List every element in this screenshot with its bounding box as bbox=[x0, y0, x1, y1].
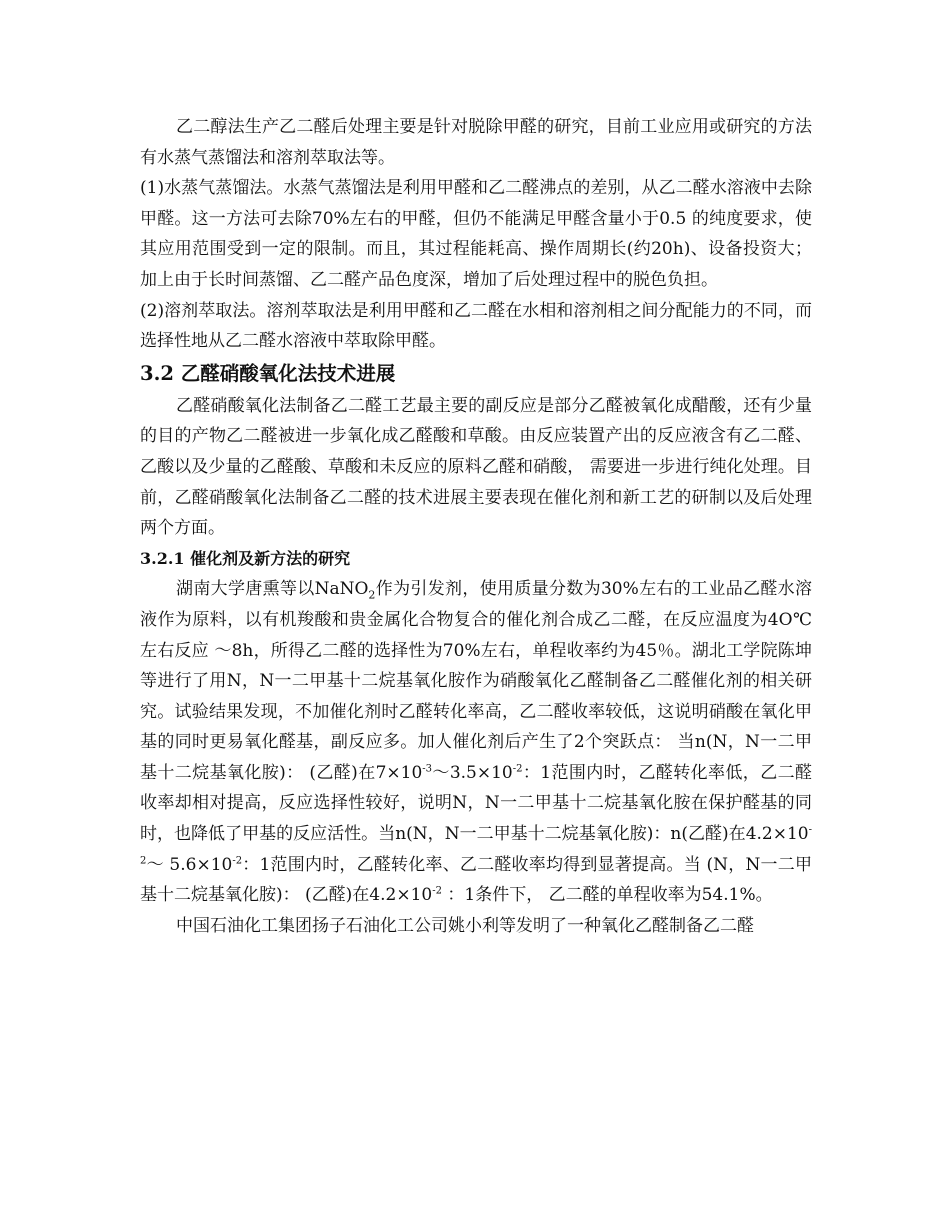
superscript: -2 bbox=[432, 885, 442, 897]
section-heading-3-2-1: 3.2.1 催化剂及新方法的研究 bbox=[140, 548, 351, 568]
paragraph-catalyst-research bbox=[140, 574, 812, 911]
subscript: 2 bbox=[368, 588, 376, 602]
section-heading-3-2: 3.2 乙醛硝酸氧化法技术进展 bbox=[140, 361, 396, 385]
superscript: -2 bbox=[140, 824, 812, 866]
paragraph-yangzi-invention: 中国石油化工集团扬子石油化工公司姚小利等发明了一种氧化乙醛制备乙二醛 bbox=[176, 915, 754, 936]
paragraph-steam-distillation: (1)水蒸气蒸馏法。水蒸气蒸馏法是利用甲醛和乙二醛沸点的差别，从乙二醛水溶液中去除甲醛。这一方法可去除70%左右的甲醛，但仍不能满足甲醛含量小于0.5 的纯度要求，使其应用范围受到一定的限制。而且，其过程能耗高、操作周期长(约20h)、设备投资大；加上由于长时间蒸馏、乙二醛产品色度深，增加了后处理过程中的脱色负担。 bbox=[140, 178, 812, 290]
text-run: ～3.5×10 bbox=[432, 762, 513, 783]
paragraph-nitric-oxidation: 乙醛硝酸氧化法制备乙二醛工艺最主要的副反应是部分乙醛被氧化成醋酸，还有少量的目的产物乙二醛被进一步氧化成乙醛酸和草酸。由反应装置产出的反应液含有乙二醛、乙酸以及少量的乙醛酸、草酸和未反应的原料乙醛和硝酸， 需要进一步进行纯化处理。目前，乙醛硝酸氧化法制备乙二醛的技术进展主要表现在催化剂和新工艺的研制以及后处理两个方面。 bbox=[140, 395, 812, 539]
document-page bbox=[140, 112, 812, 941]
superscript: -2 bbox=[232, 855, 243, 866]
text-run: 湖南大学唐熏等以NaNO bbox=[176, 579, 369, 600]
paragraph-solvent-extraction: (2)溶剂萃取法。溶剂萃取法是利用甲醛和乙二醛在水相和溶剂相之间分配能力的不同，而选择性地从乙二醛水溶液中萃取除甲醛。 bbox=[140, 300, 812, 352]
text-run: ：1范围内时，乙醛转化率低，乙二醛收率却相对提高，反应选择性较好，说明N，N一二甲基十二烷基氧化胺在保护醛基的同时，也降低了甲基的反应活性。当n(N，N一二甲基十二烷基氧化胺)：n(乙醛)在4.2×10 bbox=[140, 762, 812, 845]
superscript: -3 bbox=[422, 763, 433, 775]
text-run: 作为引发剂，使用质量分数为30%左右的工业品乙醛水溶液作为原料，以有机羧酸和贵金属化合物复合的催化剂合成乙二醛，在反应温度为4O℃ 左右反应 ～8h，所得乙二醛的选择性为70%左右，单程收率约为45％。湖北工学院陈坤等进行了用N，N一二甲基十二烷基氧化胺作为硝酸氧化乙醛制备乙二醛催化剂的相关研究。试验结果发现，不加催化剂时乙醛转化率高，乙二醛收率较低，这说明硝酸在氧化甲基的同时更易氧化醛基，副反应多。加人催化剂后产生了2个突跃点： 当n(N，N一二甲基十二烷基氧化胺)： (乙醛)在7×10 bbox=[140, 579, 812, 783]
text-run: ：1条件下， 乙二醛的单程收率为54.1%。 bbox=[441, 885, 773, 906]
paragraph-post-processing: 乙二醇法生产乙二醛后处理主要是针对脱除甲醛的研究，目前工业应用或研究的方法有水蒸气蒸馏法和溶剂萃取法等。 bbox=[140, 117, 812, 168]
text-run: ～ 5.6×10 bbox=[146, 854, 233, 875]
text-run: ：1范围内时，乙醛转化率、乙二醛收率均得到显著提高。当 (N，N一二甲基十二烷基氧化胺)： (乙醛)在4.2×10 bbox=[140, 854, 812, 906]
superscript: -2 bbox=[512, 763, 523, 775]
